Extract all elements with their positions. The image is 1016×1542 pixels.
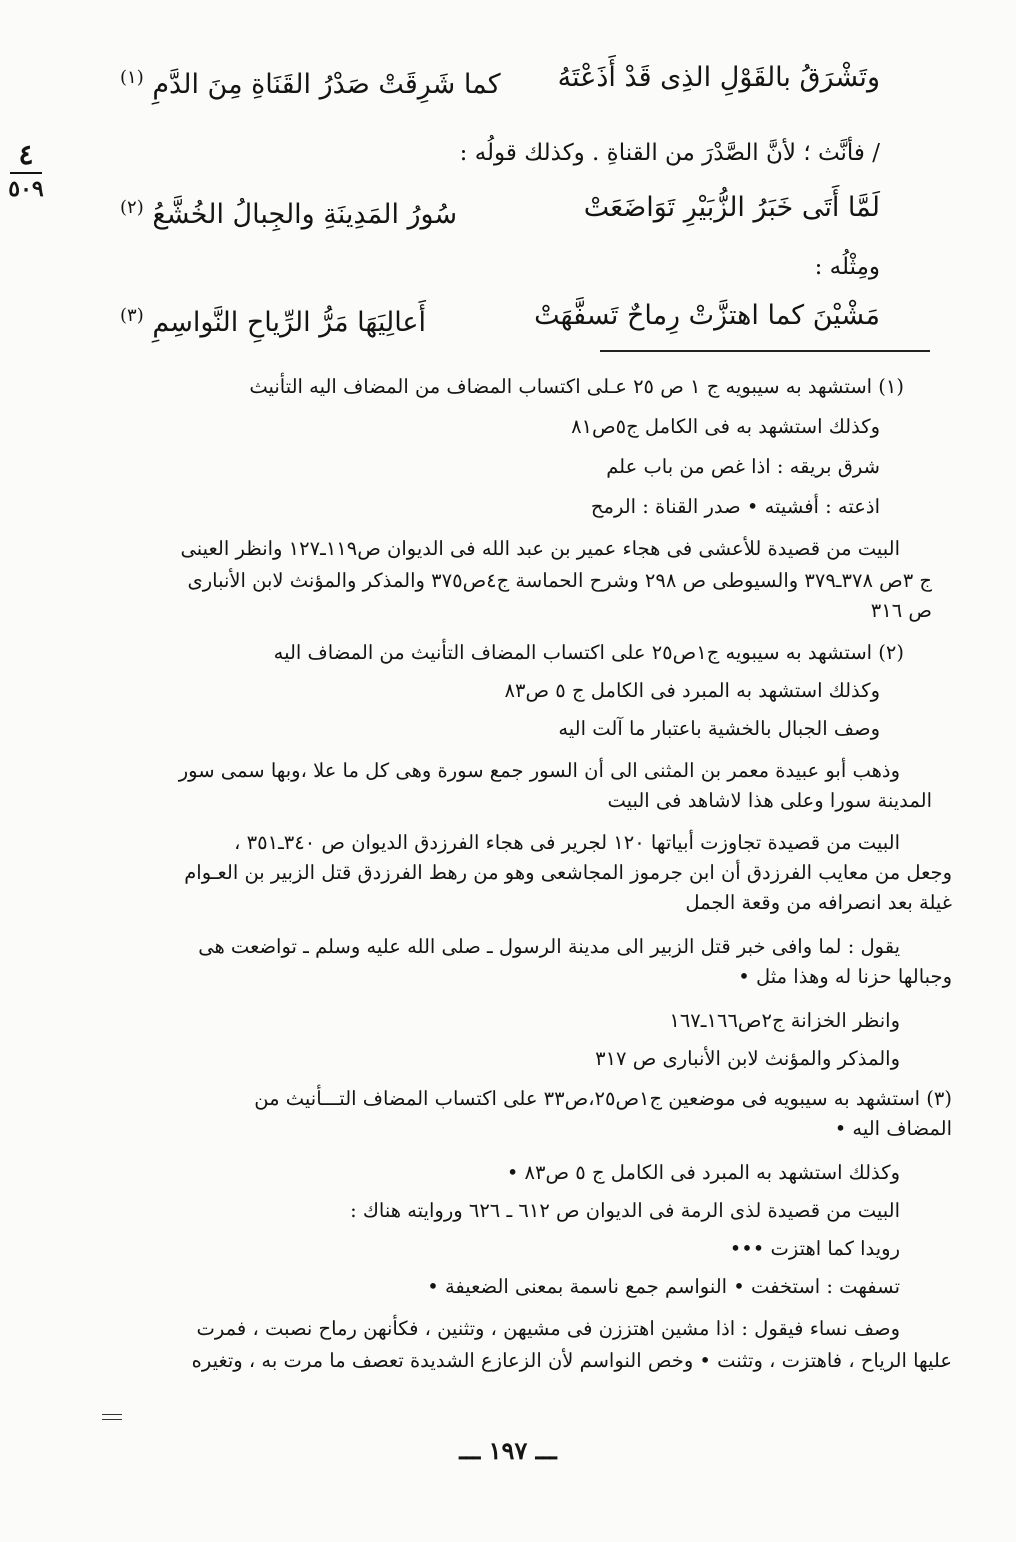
verse-2-first-hemistich: لَمَّا أَتَى خَبَرُ الزُّبَيْرِ تَوَاضَعَتْ [583, 192, 880, 223]
footnote-1-line: ج ٣ص ٣٧٨ـ٣٧٩ والسيوطى ص ٢٩٨ وشرح الحماسة ج٤ص٣٧٥ والمذكر والمؤنث لابن الأنبارى [187, 569, 932, 592]
footnote-2-line: يقول : لما وافى خبر قتل الزبير الى مدينة الرسول ـ صلى الله عليه وسلم ـ تواضعت هى [198, 935, 900, 958]
footnote-2-line: وجعل من معايب الفرزدق أن ابن جرموز المجاشعى وهو من رهط الفرزدق قتل الزبير بن العـوام [184, 861, 952, 884]
footnote-3-line: البيت من قصيدة لذى الرمة فى الديوان ص ٦١٢ ـ ٦٢٦ وروايته هناك : [350, 1199, 900, 1222]
footnote-3-line: (٣) استشهد به سيبويه فى موضعين ج١ص٢٥،ص٣٣ على اكتساب المضاف التـــأنيث من [254, 1087, 952, 1110]
verse-1-first-hemistich: وتَشْرَقُ بالقَوْلِ الذِى قَدْ أَذَعْتَهُ [557, 62, 880, 93]
verse-3-footnote-marker: (٣) [120, 305, 144, 326]
footnote-2-line: البيت من قصيدة تجاوزت أبياتها ١٢٠ لجرير فى هجاء الفرزدق الديوان ص ٣٤٠ـ٣٥١ ، [234, 831, 900, 854]
footnote-2-line: وانظر الخزانة ج٢ص١٦٦ـ١٦٧ [669, 1009, 900, 1032]
footnote-2-line: (٢) استشهد به سيبويه ج١ص٢٥ على اكتساب المضاف التأنيث من المضاف اليه [273, 641, 904, 664]
prose-line-2: ومِثْلُه : [814, 254, 880, 280]
footnote-separator [600, 350, 930, 352]
verse-2-second-hemistich [120, 182, 457, 241]
page-number: ـــ ١٩٧ ـــ [459, 1436, 557, 1465]
margin-ref-bottom: ٥٠٩ [8, 176, 44, 202]
prose-line-1: / فأنَّث ؛ لأنَّ الصَّدْرَ من القناةِ . وكذلك قولُه : [459, 140, 880, 166]
verse-1 [120, 52, 880, 104]
margin-ref-top: ٤ [18, 138, 34, 171]
footnote-1-line: البيت من قصيدة للأعشى فى هجاء عمير بن عبد الله فى الديوان ص١١٩ـ١٢٧ وانظر العينى [180, 537, 900, 560]
footnote-2-line: المدينة سورا وعلى هذا لاشاهد فى البيت [607, 789, 932, 812]
footnote-3-line: المضاف اليه • [834, 1117, 952, 1140]
footnote-3-line: تسفهت : استخفت • النواسم جمع ناسمة بمعنى الضعيفة • [427, 1275, 900, 1298]
verse-2 [120, 182, 880, 234]
footnote-1-line: (١) استشهد به سيبويه ج ١ ص ٢٥ عـلى اكتساب المضاف من المضاف اليه التأنيث [249, 375, 904, 398]
verse-3-second-text: أَعالِيَهَا مَرُّ الرِّياحِ النَّواسِمِ [152, 307, 427, 338]
footnote-2-line: وجبالها حزنا له وهذا مثل • [738, 965, 952, 988]
footnote-1-line: ص ٣١٦ [870, 599, 932, 622]
footnote-3-line: وكذلك استشهد به المبرد فى الكامل ج ٥ ص٨٣ • [506, 1161, 900, 1184]
margin-page-reference [6, 140, 46, 202]
verse-1-second-hemistich [120, 52, 501, 111]
verse-3-second-hemistich [120, 290, 426, 349]
verse-3-first-hemistich: مَشْيْنَ كما اهتزَّتْ رِماحٌ تَسفَّهَتْ [534, 300, 880, 331]
footnote-2-line: والمذكر والمؤنث لابن الأنبارى ص ٣١٧ [595, 1047, 900, 1070]
footnote-3-line: عليها الرياح ، فاهتزت ، وتثنت • وخص النواسم لأن الزعازع الشديدة تعصف ما مرت به ، وتغيره [191, 1349, 952, 1372]
verse-3 [120, 290, 880, 342]
footnote-1-line: اذعته : أفشيته • صدر القناة : الرمح [590, 495, 880, 518]
footnote-2-line: غيلة بعد انصرافه من وقعة الجمل [685, 891, 952, 914]
end-mark [102, 1414, 122, 1420]
footnote-1-line: وكذلك استشهد به فى الكامل ج٥ص٨١ [571, 415, 880, 438]
verse-2-footnote-marker: (٢) [120, 197, 144, 218]
footnote-2-line: وصف الجبال بالخشية باعتبار ما آلت اليه [558, 717, 880, 740]
footnote-3-line: رويدا كما اهتزت ••• [729, 1237, 900, 1260]
footnote-2-line: وذهب أبو عبيدة معمر بن المثنى الى أن السور جمع سورة وهى كل ما علا ،وبها سمى سور [178, 759, 900, 782]
margin-ref-rule [10, 172, 42, 174]
verse-1-second-text: كما شَرِقَتْ صَدْرُ القَنَاةِ مِنَ الدَّمِ [152, 69, 501, 100]
footnote-1-line: شرق بريقه : اذا غص من باب علم [606, 455, 880, 478]
verse-2-second-text: سُورُ المَدِينَةِ والجِبالُ الخُشَّعُ [152, 199, 458, 230]
footnote-2-line: وكذلك استشهد به المبرد فى الكامل ج ٥ ص٨٣ [504, 679, 880, 702]
verse-1-footnote-marker: (١) [120, 67, 144, 88]
footnote-3-line: وصف نساء فيقول : اذا مشين اهتززن فى مشيهن ، وتثنين ، فكأنهن رماح نصبت ، فمرت [196, 1317, 900, 1340]
